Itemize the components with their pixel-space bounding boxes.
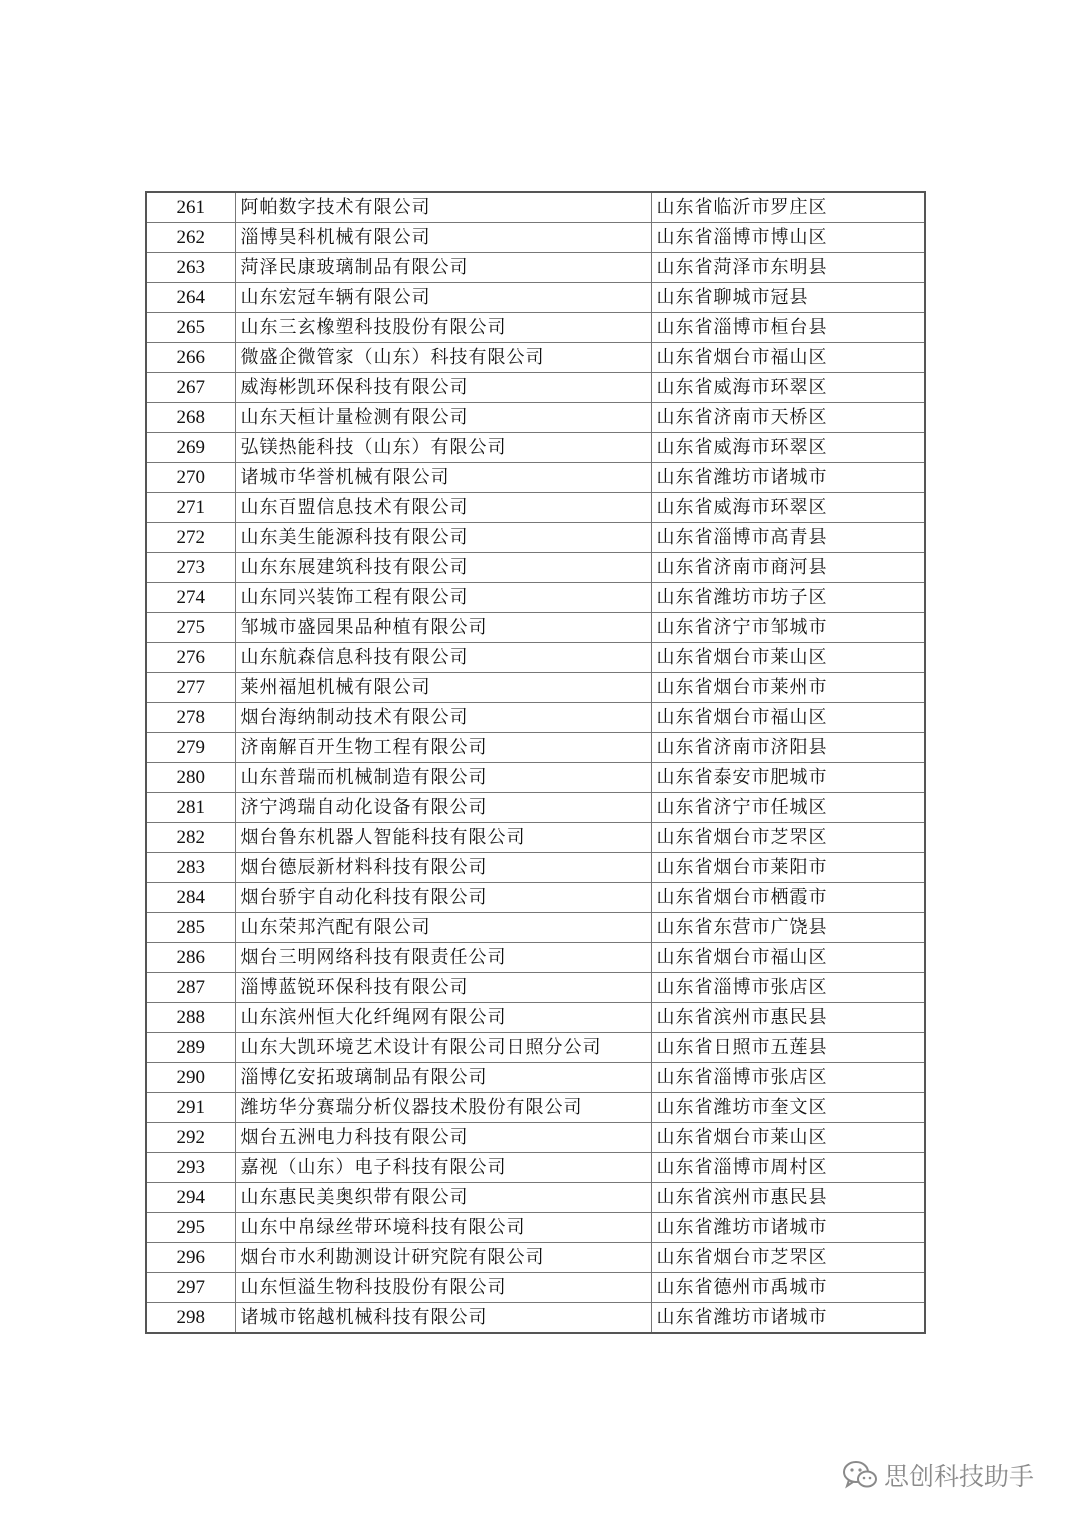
company-location: 山东省烟台市莱阳市: [651, 853, 925, 883]
table-row: [146, 463, 925, 493]
row-number: 261: [146, 192, 235, 223]
company-name: 阿帕数字技术有限公司: [235, 192, 651, 223]
company-name: 诸城市铭越机械科技有限公司: [235, 1303, 651, 1334]
row-number: 283: [146, 853, 235, 883]
row-number: 276: [146, 643, 235, 673]
table-row: [146, 1213, 925, 1243]
table-row: [146, 343, 925, 373]
row-number: 271: [146, 493, 235, 523]
row-number: 277: [146, 673, 235, 703]
company-location: 山东省淄博市桓台县: [651, 313, 925, 343]
table-row: [146, 733, 925, 763]
company-location: 山东省烟台市福山区: [651, 343, 925, 373]
company-location: 山东省东营市广饶县: [651, 913, 925, 943]
row-number: 270: [146, 463, 235, 493]
table-row: [146, 1123, 925, 1153]
company-name: 山东荣邦汽配有限公司: [235, 913, 651, 943]
company-name: 菏泽民康玻璃制品有限公司: [235, 253, 651, 283]
company-location: 山东省淄博市张店区: [651, 973, 925, 1003]
company-name: 烟台骄宇自动化科技有限公司: [235, 883, 651, 913]
company-name: 烟台海纳制动技术有限公司: [235, 703, 651, 733]
row-number: 293: [146, 1153, 235, 1183]
table-row: [146, 823, 925, 853]
company-location: 山东省潍坊市诸城市: [651, 1303, 925, 1334]
company-name: 烟台德辰新材料科技有限公司: [235, 853, 651, 883]
row-number: 279: [146, 733, 235, 763]
company-name: 潍坊华分赛瑞分析仪器技术股份有限公司: [235, 1093, 651, 1123]
row-number: 292: [146, 1123, 235, 1153]
company-location: 山东省济宁市邹城市: [651, 613, 925, 643]
company-name: 弘镁热能科技（山东）有限公司: [235, 433, 651, 463]
company-name: 山东恒溢生物科技股份有限公司: [235, 1273, 651, 1303]
row-number: 269: [146, 433, 235, 463]
table-row: [146, 643, 925, 673]
table-row: [146, 553, 925, 583]
company-location: 山东省济南市天桥区: [651, 403, 925, 433]
company-name: 淄博亿安拓玻璃制品有限公司: [235, 1063, 651, 1093]
company-name: 邹城市盛园果品种植有限公司: [235, 613, 651, 643]
company-location: 山东省淄博市张店区: [651, 1063, 925, 1093]
table-row: [146, 192, 925, 223]
table-row: [146, 793, 925, 823]
row-number: 282: [146, 823, 235, 853]
table-row: [146, 523, 925, 553]
company-name: 微盛企微管家（山东）科技有限公司: [235, 343, 651, 373]
company-location: 山东省烟台市莱山区: [651, 643, 925, 673]
company-location: 山东省济南市商河县: [651, 553, 925, 583]
company-name: 山东普瑞而机械制造有限公司: [235, 763, 651, 793]
company-name: 诸城市华誉机械有限公司: [235, 463, 651, 493]
company-name: 山东东展建筑科技有限公司: [235, 553, 651, 583]
row-number: 266: [146, 343, 235, 373]
company-location: 山东省潍坊市诸城市: [651, 463, 925, 493]
row-number: 287: [146, 973, 235, 1003]
company-location: 山东省烟台市福山区: [651, 703, 925, 733]
company-location: 山东省滨州市惠民县: [651, 1183, 925, 1213]
company-location: 山东省烟台市芝罘区: [651, 1243, 925, 1273]
table-row: [146, 583, 925, 613]
table-row: [146, 1003, 925, 1033]
table-row: [146, 673, 925, 703]
company-location: 山东省临沂市罗庄区: [651, 192, 925, 223]
table-row: [146, 913, 925, 943]
company-location: 山东省菏泽市东明县: [651, 253, 925, 283]
company-location: 山东省滨州市惠民县: [651, 1003, 925, 1033]
company-name: 山东航森信息科技有限公司: [235, 643, 651, 673]
company-location: 山东省烟台市福山区: [651, 943, 925, 973]
company-location: 山东省烟台市栖霞市: [651, 883, 925, 913]
company-table-container: [145, 191, 924, 1334]
row-number: 272: [146, 523, 235, 553]
table-row: [146, 493, 925, 523]
row-number: 289: [146, 1033, 235, 1063]
company-name: 山东百盟信息技术有限公司: [235, 493, 651, 523]
table-row: [146, 1153, 925, 1183]
table-row: [146, 313, 925, 343]
company-name: 嘉视（山东）电子科技有限公司: [235, 1153, 651, 1183]
company-location: 山东省威海市环翠区: [651, 373, 925, 403]
company-location: 山东省济南市济阳县: [651, 733, 925, 763]
company-name: 山东惠民美奥织带有限公司: [235, 1183, 651, 1213]
company-name: 山东三玄橡塑科技股份有限公司: [235, 313, 651, 343]
table-row: [146, 253, 925, 283]
table-row: [146, 763, 925, 793]
row-number: 294: [146, 1183, 235, 1213]
row-number: 295: [146, 1213, 235, 1243]
row-number: 268: [146, 403, 235, 433]
company-name: 烟台五洲电力科技有限公司: [235, 1123, 651, 1153]
row-number: 281: [146, 793, 235, 823]
company-location: 山东省济宁市任城区: [651, 793, 925, 823]
table-row: [146, 373, 925, 403]
watermark-text: 思创科技助手: [884, 1462, 1035, 1491]
row-number: 291: [146, 1093, 235, 1123]
row-number: 298: [146, 1303, 235, 1334]
company-name: 烟台三明网络科技有限责任公司: [235, 943, 651, 973]
row-number: 290: [146, 1063, 235, 1093]
table-row: [146, 433, 925, 463]
row-number: 262: [146, 223, 235, 253]
table-row: [146, 1303, 925, 1334]
company-location: 山东省泰安市肥城市: [651, 763, 925, 793]
company-location: 山东省烟台市芝罘区: [651, 823, 925, 853]
table-row: [146, 283, 925, 313]
row-number: 265: [146, 313, 235, 343]
company-name: 淄博昊科机械有限公司: [235, 223, 651, 253]
company-name: 山东大凯环境艺术设计有限公司日照分公司: [235, 1033, 651, 1063]
table-row: [146, 703, 925, 733]
table-row: [146, 1063, 925, 1093]
row-number: 275: [146, 613, 235, 643]
table-row: [146, 1033, 925, 1063]
table-row: [146, 613, 925, 643]
table-row: [146, 1273, 925, 1303]
row-number: 280: [146, 763, 235, 793]
company-name: 山东天桓计量检测有限公司: [235, 403, 651, 433]
row-number: 278: [146, 703, 235, 733]
company-name: 莱州福旭机械有限公司: [235, 673, 651, 703]
company-location: 山东省聊城市冠县: [651, 283, 925, 313]
table-row: [146, 1243, 925, 1273]
row-number: 296: [146, 1243, 235, 1273]
table-row: [146, 943, 925, 973]
company-location: 山东省威海市环翠区: [651, 433, 925, 463]
company-name: 济南解百开生物工程有限公司: [235, 733, 651, 763]
table-row: [146, 973, 925, 1003]
table-row: [146, 403, 925, 433]
company-location: 山东省淄博市博山区: [651, 223, 925, 253]
company-location: 山东省烟台市莱山区: [651, 1123, 925, 1153]
company-location: 山东省日照市五莲县: [651, 1033, 925, 1063]
row-number: 286: [146, 943, 235, 973]
company-location: 山东省淄博市周村区: [651, 1153, 925, 1183]
company-name: 威海彬凯环保科技有限公司: [235, 373, 651, 403]
company-location: 山东省淄博市高青县: [651, 523, 925, 553]
company-name: 山东同兴装饰工程有限公司: [235, 583, 651, 613]
row-number: 284: [146, 883, 235, 913]
row-number: 285: [146, 913, 235, 943]
company-name: 山东宏冠车辆有限公司: [235, 283, 651, 313]
company-table-body: [146, 192, 925, 1333]
row-number: 297: [146, 1273, 235, 1303]
company-location: 山东省德州市禹城市: [651, 1273, 925, 1303]
watermark: [842, 1455, 1034, 1495]
company-location: 山东省潍坊市诸城市: [651, 1213, 925, 1243]
table-row: [146, 223, 925, 253]
company-name: 山东中帛绿丝带环境科技有限公司: [235, 1213, 651, 1243]
company-name: 山东美生能源科技有限公司: [235, 523, 651, 553]
row-number: 273: [146, 553, 235, 583]
company-table: [145, 191, 926, 1334]
company-name: 淄博蓝锐环保科技有限公司: [235, 973, 651, 1003]
company-name: 济宁鸿瑞自动化设备有限公司: [235, 793, 651, 823]
table-row: [146, 853, 925, 883]
row-number: 274: [146, 583, 235, 613]
company-name: 烟台市水利勘测设计研究院有限公司: [235, 1243, 651, 1273]
company-location: 山东省潍坊市坊子区: [651, 583, 925, 613]
row-number: 288: [146, 1003, 235, 1033]
table-row: [146, 1093, 925, 1123]
row-number: 267: [146, 373, 235, 403]
wechat-icon: [842, 1460, 878, 1490]
company-location: 山东省烟台市莱州市: [651, 673, 925, 703]
company-location: 山东省威海市环翠区: [651, 493, 925, 523]
row-number: 263: [146, 253, 235, 283]
company-name: 山东滨州恒大化纤绳网有限公司: [235, 1003, 651, 1033]
row-number: 264: [146, 283, 235, 313]
company-location: 山东省潍坊市奎文区: [651, 1093, 925, 1123]
company-name: 烟台鲁东机器人智能科技有限公司: [235, 823, 651, 853]
table-row: [146, 883, 925, 913]
table-row: [146, 1183, 925, 1213]
